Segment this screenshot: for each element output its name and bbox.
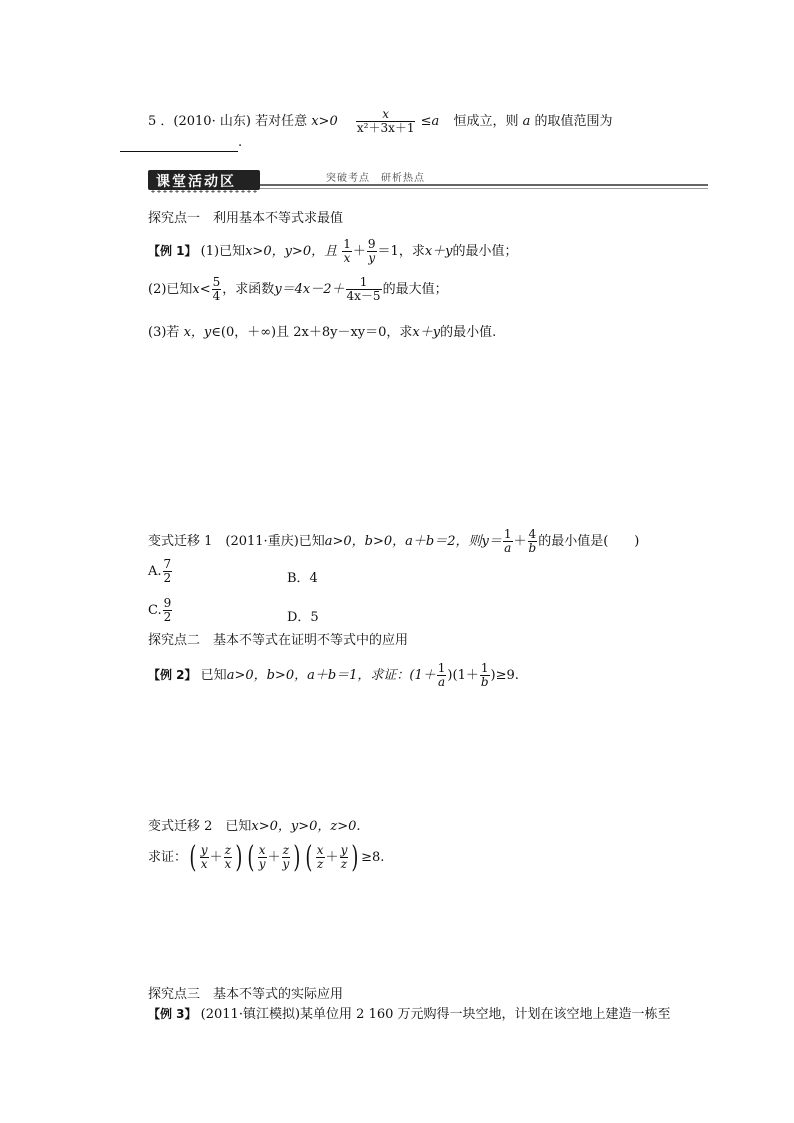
answer-blank[interactable]: [120, 139, 238, 152]
fraction-numerator: 5: [212, 275, 221, 289]
right-paren: ): [235, 839, 243, 875]
left-paren: (: [247, 839, 255, 875]
example-tag: 【例 1】: [148, 244, 197, 258]
right-paren: ): [293, 839, 301, 875]
fraction-denominator: 4x－5: [346, 289, 381, 303]
fraction-denominator: a: [504, 541, 512, 555]
condition: x>0，y>0，z>0.: [251, 819, 361, 834]
fraction-numerator: 7: [163, 557, 172, 571]
variation-2-proof: [148, 839, 385, 875]
text: 的最小值.: [440, 325, 497, 340]
expression: x＋y: [412, 325, 441, 340]
section-3-title: 探究点三 基本不等式的实际应用: [148, 987, 344, 1002]
example-1-part-1: [148, 238, 518, 265]
fraction-numerator: y: [200, 843, 208, 857]
option-a[interactable]: [148, 558, 173, 585]
fraction-numerator: x: [316, 843, 324, 857]
fraction-denominator: 4: [212, 289, 221, 303]
text: )(1＋: [447, 668, 479, 683]
example-tag: 【例 3】: [148, 1007, 197, 1021]
text: ∈(0，＋∞)且 2x＋8y－xy＝0，求: [211, 325, 413, 340]
fraction-numerator: y: [340, 843, 348, 857]
text: 的最小值；: [452, 244, 518, 259]
condition: x>0: [311, 114, 338, 129]
leq-symbol: ≤: [420, 114, 432, 129]
option-c[interactable]: [148, 597, 173, 624]
fraction: [367, 238, 377, 265]
fraction: [200, 844, 209, 871]
example-1-part-3: [148, 324, 496, 342]
text: ，求函数: [222, 282, 275, 297]
fraction: [258, 844, 267, 871]
plus: ＋: [267, 850, 281, 865]
fraction-numerator: z: [224, 843, 232, 857]
variable-a: a: [522, 114, 531, 129]
expression: y＝4x－2＋: [274, 282, 345, 297]
banner-box: [148, 170, 260, 190]
text: 的最小值是( ): [538, 534, 640, 549]
text: 已知: [200, 668, 227, 683]
section-banner: [148, 168, 708, 194]
section-1-title: 探究点一 利用基本不等式求最值: [148, 211, 344, 226]
text: ＝1，求: [377, 244, 425, 259]
fraction-denominator: 2: [163, 571, 172, 585]
fraction-denominator: b: [480, 675, 489, 689]
option-b[interactable]: B．4: [287, 571, 318, 586]
question-text: 恒成立，则: [453, 114, 519, 129]
fraction-numerator: 1: [437, 661, 446, 675]
fraction-numerator: 1: [343, 237, 351, 251]
variation-1: [148, 528, 639, 555]
fraction: [342, 238, 352, 265]
fraction: [480, 662, 490, 689]
expression: x＋y: [424, 244, 453, 259]
condition: x>0，y>0，且: [245, 244, 338, 259]
text: 求证：: [148, 850, 188, 865]
fraction: [528, 528, 538, 555]
right-paren: ): [351, 839, 359, 875]
fraction-denominator: b: [528, 541, 537, 555]
fraction-numerator: 9: [163, 596, 172, 610]
banner-dots: [150, 190, 258, 193]
option-label: C.: [148, 603, 162, 618]
fraction-numerator: 1: [346, 276, 382, 290]
fraction-denominator: y: [282, 857, 290, 871]
fraction: [224, 844, 233, 871]
fraction-denominator: x: [343, 251, 351, 265]
fraction-numerator: 1: [480, 661, 489, 675]
question-number: 5: [148, 114, 157, 129]
question-5: [148, 108, 613, 135]
fraction: [163, 597, 173, 624]
example-2: [148, 662, 519, 689]
fraction: [282, 844, 291, 871]
fraction: [503, 528, 513, 555]
variables: x，y: [183, 325, 212, 340]
fraction-numerator: 1: [503, 527, 512, 541]
example-tag: 【例 2】: [148, 668, 197, 682]
fraction: [437, 662, 447, 689]
left-paren: (: [189, 839, 197, 875]
fraction-denominator: a: [438, 675, 446, 689]
plus: ＋: [209, 850, 223, 865]
example-3: [148, 1005, 671, 1024]
text: ≥8.: [361, 850, 385, 865]
variation-2: [148, 818, 361, 836]
text: (2)已知: [148, 282, 193, 297]
question-source: ．(2010· 山东): [160, 114, 251, 129]
option-label: A.: [148, 564, 162, 579]
fraction-denominator: y: [368, 251, 376, 265]
expression: a>0，b>0，a＋b＝1，求证：(1＋: [226, 668, 436, 683]
plus: ＋: [325, 850, 339, 865]
text: 的最大值；: [382, 282, 448, 297]
fraction-numerator: 9: [367, 237, 376, 251]
fraction-denominator: 2: [163, 610, 172, 624]
fraction-numerator: 4: [528, 527, 537, 541]
banner-rule: [260, 184, 708, 186]
fraction: [346, 276, 382, 303]
expression: y＝: [481, 534, 502, 549]
banner-title: 课堂活动区: [156, 174, 236, 190]
banner-subtitle: 突破考点 研析热点: [326, 173, 425, 184]
fraction: [212, 276, 222, 303]
text: )≥9.: [490, 668, 519, 683]
section-2-title: 探究点二 基本不等式在证明不等式中的应用: [148, 633, 409, 648]
option-d[interactable]: D．5: [287, 610, 319, 625]
variation-label: 变式迁移 1 (2011·重庆)已知: [148, 534, 325, 549]
text: (1)已知: [200, 244, 246, 259]
condition: x<: [192, 282, 211, 297]
fraction-denominator: x²＋3x＋1: [356, 121, 415, 135]
text: (2011·镇江模拟)某单位用 2 160 万元购得一块空地，计划在该空地上建造一栋至: [200, 1007, 671, 1022]
example-1-part-2: [148, 276, 448, 303]
question-text: 若对任意: [255, 114, 308, 129]
fraction-numerator: x: [258, 843, 266, 857]
fraction-denominator: x: [224, 857, 232, 871]
plus: ＋: [352, 244, 366, 259]
answer-blank-line: [120, 134, 242, 152]
fraction-numerator: z: [282, 843, 290, 857]
fraction-numerator: x: [356, 108, 416, 122]
banner-rule: [260, 188, 708, 189]
fraction-denominator: y: [258, 857, 266, 871]
fraction: [356, 108, 416, 135]
plus: ＋: [513, 534, 527, 549]
fraction: [163, 558, 173, 585]
question-text: 的取值范围为: [534, 114, 613, 129]
left-paren: (: [305, 839, 313, 875]
fraction-denominator: z: [340, 857, 348, 871]
condition: a>0，b>0，a＋b＝2，则: [324, 534, 482, 549]
variation-label: 变式迁移 2 已知: [148, 819, 252, 834]
fraction-denominator: x: [200, 857, 208, 871]
variable-a: a: [431, 114, 440, 129]
period: .: [238, 135, 243, 150]
fraction-denominator: z: [316, 857, 324, 871]
text: (3)若: [148, 325, 180, 340]
fraction: [340, 844, 349, 871]
fraction: [316, 844, 325, 871]
